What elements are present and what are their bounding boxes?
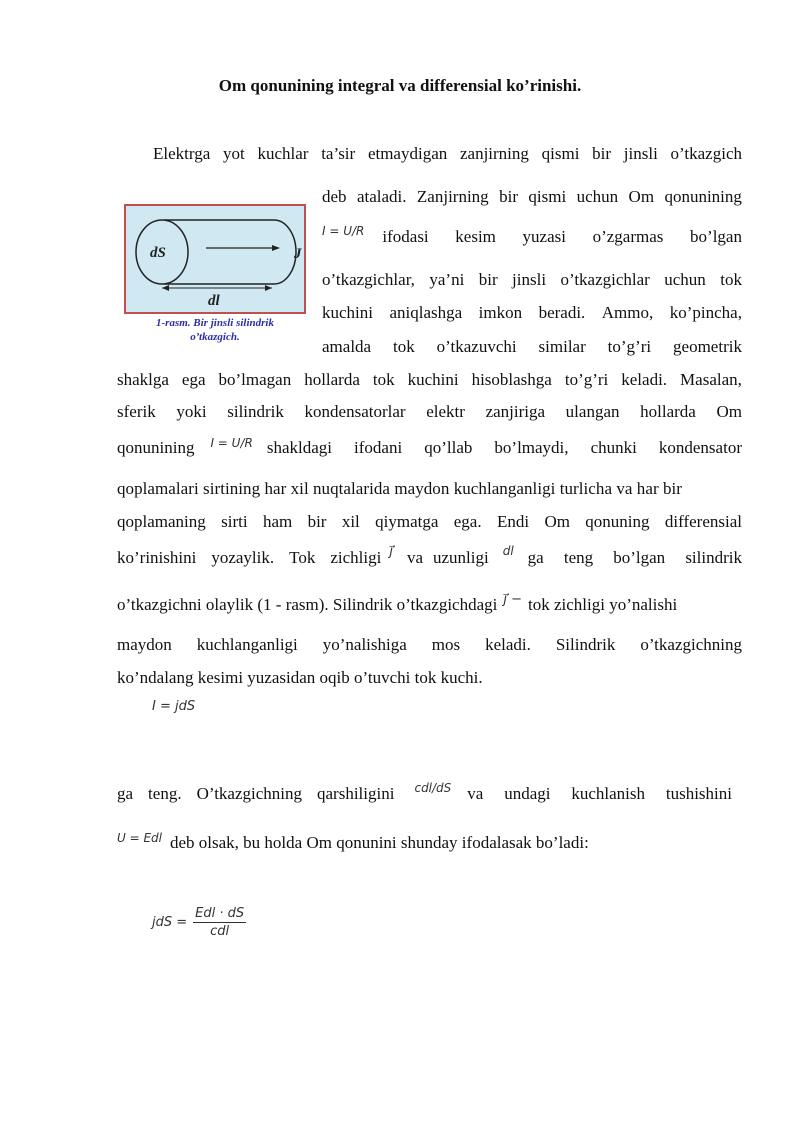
word: hollarda bbox=[640, 402, 696, 421]
paragraph-line-3 bbox=[322, 226, 742, 248]
formula-resistance: cdl/dS bbox=[414, 781, 452, 795]
paragraph-line-17 bbox=[117, 832, 742, 854]
formula-i-jds: I = jdS bbox=[152, 699, 196, 714]
formula-i-u-r-2: I = U/R bbox=[210, 436, 253, 450]
word: hisoblashga bbox=[471, 370, 552, 389]
word: o’tkazgichning bbox=[640, 635, 742, 654]
word: ko’pincha, bbox=[669, 303, 742, 322]
word: keladi. bbox=[621, 370, 668, 389]
paragraph-line-12 bbox=[117, 544, 742, 569]
paragraph-line-10: qoplamalari sirtining har xil nuqtalarida maydon kuchlanganligi turlicha va har bir bbox=[117, 479, 682, 498]
current-arrowhead bbox=[272, 245, 280, 251]
word: kuchini bbox=[407, 370, 459, 389]
paragraph-line-16-a bbox=[117, 783, 394, 805]
word: o’tkazgichlar, bbox=[322, 270, 415, 289]
word: Elektrga bbox=[153, 144, 211, 163]
paragraph-line-15: ko’ndalang kesimi yuzasidan oqib o’tuvchi tok kuchi. bbox=[117, 668, 483, 687]
paragraph-line-7 bbox=[117, 369, 742, 391]
paragraph-line-9-start: qonunining bbox=[117, 438, 195, 457]
word: qarshiligini bbox=[317, 784, 395, 803]
word: ifodani bbox=[354, 438, 403, 457]
paragraph-line-1 bbox=[153, 143, 742, 165]
formula-u-edl: U = Edl bbox=[117, 831, 162, 845]
word: kuchlanish bbox=[571, 784, 645, 803]
word: o’tkazuvchi bbox=[436, 337, 517, 356]
paragraph-line-17-text: deb olsak, bu holda Om qonunini shunday ifodalasak bo’ladi: bbox=[170, 833, 589, 852]
paragraph-line-12-b bbox=[407, 547, 489, 569]
paragraph-line-6 bbox=[322, 336, 742, 358]
paragraph-line-2 bbox=[322, 186, 742, 208]
word: Om bbox=[544, 512, 570, 531]
paragraph-line-8 bbox=[117, 401, 742, 423]
word: Om bbox=[628, 187, 655, 206]
paragraph-line-12-a bbox=[117, 547, 381, 569]
word: qiymatga bbox=[375, 512, 439, 531]
word: to’g’ri bbox=[607, 337, 652, 356]
paragraph-line-9 bbox=[117, 437, 742, 459]
word: bir bbox=[592, 144, 612, 163]
word: ta’sir bbox=[321, 144, 356, 163]
word: deb bbox=[322, 187, 347, 206]
paragraph-line-12-c bbox=[528, 547, 742, 569]
word: qo’llab bbox=[424, 438, 473, 457]
word: ifodasi bbox=[382, 227, 429, 246]
word: zanjirning bbox=[459, 144, 529, 163]
word: bir bbox=[499, 187, 518, 206]
word: undagi bbox=[504, 784, 551, 803]
word: ga bbox=[527, 548, 544, 567]
paragraph-line-16-b bbox=[467, 783, 742, 805]
word: shaklga bbox=[117, 370, 169, 389]
formula-numerator: Edl · dS bbox=[195, 906, 245, 921]
formula-i-u-r: I = U/R bbox=[322, 224, 365, 238]
word: yozaylik. bbox=[211, 548, 275, 567]
word: bo’lmaydi, bbox=[494, 438, 569, 457]
paragraph-line-13-a: o’tkazgichni olaylik (1 - rasm). Silindrik o’tkazgichdagi bbox=[117, 595, 498, 614]
word: qismi bbox=[528, 187, 567, 206]
word: uchun bbox=[576, 187, 619, 206]
word: va bbox=[406, 548, 423, 567]
word: Om bbox=[716, 402, 742, 421]
word: ulangan bbox=[565, 402, 620, 421]
word: va bbox=[467, 784, 484, 803]
word: ko’rinishini bbox=[117, 548, 197, 567]
word: Silindrik bbox=[555, 635, 616, 654]
paragraph-line-3-text bbox=[382, 226, 742, 248]
word: Masalan, bbox=[680, 370, 742, 389]
word: aniqlashga bbox=[389, 303, 463, 322]
word: kondensatorlar bbox=[304, 402, 406, 421]
word: yo’nalishiga bbox=[322, 635, 407, 654]
word: etmaydigan bbox=[367, 144, 448, 163]
word: Tok bbox=[289, 548, 316, 567]
word: kuchlar bbox=[257, 144, 309, 163]
word: jinsli bbox=[623, 144, 658, 163]
word: ataladi. bbox=[356, 187, 407, 206]
figure-label-ds: dS bbox=[150, 245, 166, 261]
word: zichligi bbox=[330, 548, 382, 567]
word: similar bbox=[538, 337, 586, 356]
paragraph-line-16 bbox=[117, 783, 742, 805]
dl-symbol: dl bbox=[502, 544, 514, 558]
length-arrowhead-right bbox=[265, 285, 272, 291]
word: teng. bbox=[148, 784, 182, 803]
word: sferik bbox=[117, 402, 156, 421]
cylinder-figure bbox=[124, 204, 306, 314]
word: tok bbox=[372, 370, 395, 389]
word: Ammo, bbox=[601, 303, 654, 322]
word: tushishini bbox=[665, 784, 732, 803]
word: keladi. bbox=[485, 635, 531, 654]
figure-label-dl: dl bbox=[208, 293, 220, 309]
vector-j-dash-symbol: j⃗ − bbox=[503, 592, 523, 607]
word: yoki bbox=[176, 402, 207, 421]
word: ham bbox=[262, 512, 293, 531]
word: chunki bbox=[590, 438, 637, 457]
page-title: Om qonunining integral va differensial ko’rinishi. bbox=[218, 76, 582, 95]
word: Zanjirning bbox=[416, 187, 489, 206]
word: to’g’ri bbox=[564, 370, 609, 389]
vector-j-symbol: j⃗ bbox=[389, 544, 393, 559]
word: imkon bbox=[478, 303, 523, 322]
word: xil bbox=[341, 512, 360, 531]
word: amalda bbox=[322, 337, 372, 356]
word: kesim bbox=[455, 227, 496, 246]
word: o’tkazgichlar bbox=[560, 270, 650, 289]
word: o’zgarmas bbox=[592, 227, 664, 246]
paragraph-line-13-b: tok zichligi yo’nalishi bbox=[528, 595, 678, 614]
word: qoplamaning bbox=[117, 512, 206, 531]
word: tok bbox=[393, 337, 415, 356]
paragraph-line-11 bbox=[117, 511, 742, 533]
figure-caption-line-1: 1-rasm. Bir jinsli silindrik bbox=[156, 317, 274, 329]
word: zanjiriga bbox=[485, 402, 546, 421]
word: sirti bbox=[221, 512, 248, 531]
word: ga bbox=[117, 784, 134, 803]
word: qonunining bbox=[664, 187, 742, 206]
word: ega. bbox=[453, 512, 482, 531]
paragraph-line-4 bbox=[322, 269, 742, 291]
word: maydon bbox=[117, 635, 172, 654]
paragraph-line-9-text bbox=[267, 437, 742, 459]
word: kuchini bbox=[322, 303, 373, 322]
word: bo’lgan bbox=[690, 227, 742, 246]
word: shakldagi bbox=[266, 438, 332, 457]
word: elektr bbox=[426, 402, 465, 421]
word: yot bbox=[223, 144, 245, 163]
word: kondensator bbox=[658, 438, 742, 457]
paragraph-line-13 bbox=[117, 594, 742, 616]
word: bo’lgan bbox=[613, 548, 666, 567]
word: bo’lmagan bbox=[218, 370, 292, 389]
word: ega bbox=[181, 370, 206, 389]
word: uchun bbox=[664, 270, 706, 289]
word: qonuning bbox=[585, 512, 650, 531]
word: qismi bbox=[541, 144, 580, 163]
word: geometrik bbox=[673, 337, 742, 356]
word: ya’ni bbox=[429, 270, 465, 289]
word: bir bbox=[478, 270, 498, 289]
word: O’tkazgichning bbox=[196, 784, 303, 803]
word: teng bbox=[563, 548, 594, 567]
formula-lhs: jdS = bbox=[152, 915, 188, 930]
formula-fraction bbox=[193, 906, 246, 939]
figure-label-j: J bbox=[294, 246, 302, 262]
word: Endi bbox=[496, 512, 530, 531]
figure-caption-line-2: o’tkazgich. bbox=[190, 331, 240, 343]
formula-ohm-differential bbox=[152, 906, 246, 939]
word: hollarda bbox=[304, 370, 360, 389]
word: yuzasi bbox=[522, 227, 566, 246]
word: tok bbox=[720, 270, 742, 289]
word: jinsli bbox=[512, 270, 547, 289]
word: silindrik bbox=[227, 402, 284, 421]
word: uzunligi bbox=[433, 548, 489, 567]
paragraph-line-14 bbox=[117, 634, 742, 656]
paragraph-line-5 bbox=[322, 302, 742, 324]
word: beradi. bbox=[538, 303, 586, 322]
word: differensial bbox=[664, 512, 742, 531]
figure-caption bbox=[120, 316, 310, 344]
word: o’tkazgich bbox=[670, 144, 742, 163]
cylinder-diagram bbox=[126, 206, 304, 312]
word: bir bbox=[307, 512, 327, 531]
word: kuchlanganligi bbox=[196, 635, 298, 654]
length-arrowhead-left bbox=[162, 285, 169, 291]
word: mos bbox=[431, 635, 461, 654]
formula-denominator: cdl bbox=[210, 924, 230, 939]
word: silindrik bbox=[685, 548, 742, 567]
